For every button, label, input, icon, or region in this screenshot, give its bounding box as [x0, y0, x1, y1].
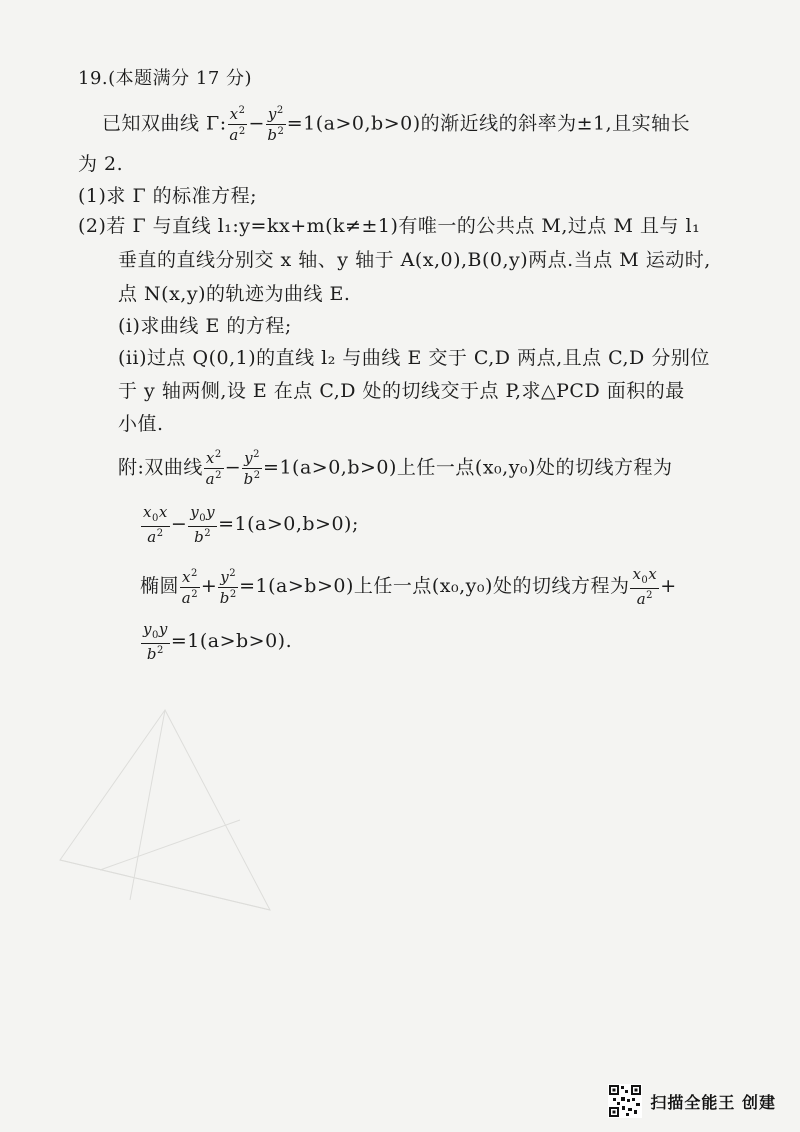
problem-sub-ii-line3: 小值.	[118, 413, 164, 435]
appendix-text-line2: =1(a>0,b>0);	[218, 513, 359, 535]
appendix-line2: $\frac{x_0x}{a^2}$ − $\frac{y_0y}{b^2}$ =1(a>0,b>0);	[143, 503, 359, 546]
qr-code-icon	[608, 1084, 642, 1118]
problem-sub-i: (i)求曲线 E 的方程;	[118, 315, 292, 337]
fraction-y2-b2-appendix: $\frac{y^2}{b^2}$	[243, 449, 261, 488]
problem-sub-ii-line1: (ii)过点 Q(0,1)的直线 l₂ 与曲线 E 交于 C,D 两点,且点 C,D 分别位	[118, 347, 710, 369]
bleed-through-triangle	[40, 700, 300, 940]
fraction-y0y-b2: $\frac{y_0y}{b^2}$	[190, 503, 216, 546]
fraction-x0x-a2-ellipse: $\frac{x_0x}{a^2}$	[632, 565, 658, 608]
problem-part2-line1: (2)若 Γ 与直线 l₁:y=kx+m(k≠±1)有唯一的公共点 M,过点 M 且与 l₁	[78, 215, 701, 237]
scanner-brand-text: 扫描全能王 创建	[650, 1092, 776, 1112]
appendix-text-line4: =1(a>b>0).	[170, 630, 293, 652]
fraction-x2-a2-ellipse: $\frac{x^2}{a^2}$	[181, 567, 199, 607]
appendix-line4	[140, 622, 292, 662]
appendix-text-a: 附:双曲线	[118, 456, 203, 479]
problem-intro-line2: 为 2.	[78, 153, 124, 175]
problem-part1: (1)求 Γ 的标准方程;	[78, 185, 258, 207]
problem-header: 19.(本题满分 17 分)	[78, 68, 253, 89]
appendix-plus: +	[660, 575, 677, 597]
problem-sub-ii-line2: 于 y 轴两侧,设 E 在点 C,D 处的切线交于点 P,求△PCD 面积的最	[118, 380, 685, 402]
problem-part2-line3: 点 N(x,y)的轨迹为曲线 E.	[118, 283, 351, 305]
appendix-line1: 附:双曲线 $\frac{x^2}{a^2}$ − $\frac{y^2}{b^2}$ =1(a>0,b>0)上任一点(x₀,y₀)处的切线方程为	[118, 449, 673, 488]
appendix-ellipse-label: 椭圆	[140, 575, 180, 597]
fraction-y2-b2: $\frac{y^2}{b^2}$	[267, 105, 285, 144]
intro-text-b: =1(a>0,b>0)的渐近线的斜率为±1,且实轴长	[286, 112, 691, 135]
appendix-line3: 椭圆 $\frac{x^2}{a^2}$ + $\frac{y^2}{b^2}$ =1(a>b>0)上任一点(x₀,y₀)处的切线方程为 $\frac{x_0x}{a^2}$ +	[140, 565, 677, 608]
appendix-text-line3: =1(a>b>0)上任一点(x₀,y₀)处的切线方程为	[239, 575, 630, 597]
fraction-y0y-b2-ellipse: $\frac{y_0y}{b^2}$	[143, 620, 168, 663]
fraction-y2-b2-ellipse: $\frac{y^2}{b^2}$	[219, 567, 237, 607]
intro-text-a: 已知双曲线 Γ:	[102, 112, 227, 135]
fraction-x2-a2: $\frac{x^2}{a^2}$	[229, 105, 246, 144]
problem-intro-line1: 已知双曲线 Γ: $\frac{x^2}{a^2}$ − $\frac{y^2}{b^2}$ =1(a>0,b>0)的渐近线的斜率为±1,且实轴长	[102, 105, 691, 144]
problem-part2-line2: 垂直的直线分别交 x 轴、y 轴于 A(x,0),B(0,y)两点.当点 M 运动时,	[118, 249, 711, 271]
appendix-text-b: =1(a>0,b>0)上任一点(x₀,y₀)处的切线方程为	[263, 456, 673, 479]
fraction-x2-a2-appendix: $\frac{x^2}{a^2}$	[205, 449, 222, 488]
fraction-x0x-a2: $\frac{x_0x}{a^2}$	[143, 503, 168, 546]
scanner-watermark	[608, 1084, 776, 1118]
